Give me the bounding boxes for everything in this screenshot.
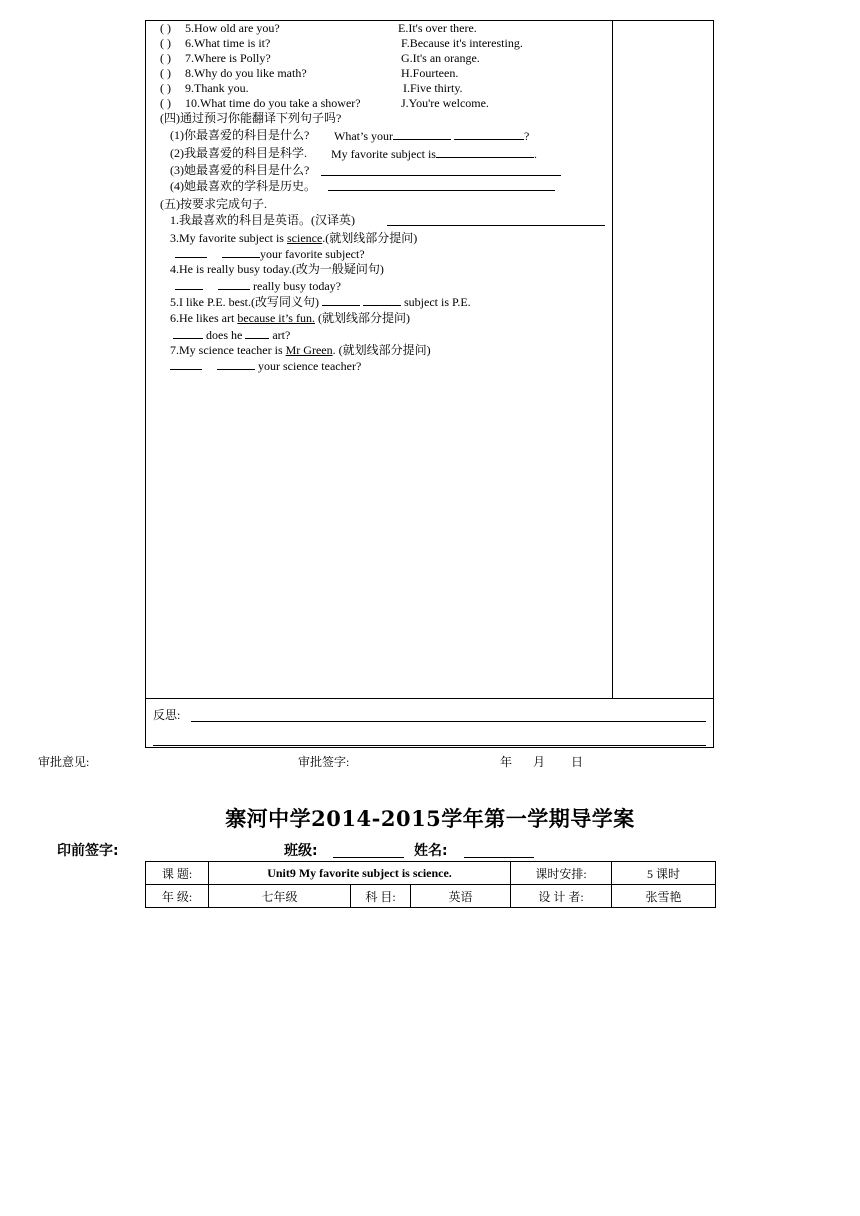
section5-heading: (五)按要求完成句子.	[160, 197, 267, 211]
approval-year: 年	[500, 755, 513, 769]
period-label: 课时安排:	[511, 862, 612, 885]
answer-blank[interactable]	[363, 294, 401, 306]
answer-blank[interactable]	[170, 358, 202, 370]
answer-blank[interactable]	[175, 246, 207, 258]
lesson-info-table	[145, 861, 716, 908]
answer-blank[interactable]	[173, 327, 203, 339]
column-divider	[612, 20, 613, 699]
class-label: 班级:	[284, 843, 318, 859]
sentence-3: 3.My favorite subject is science.(就划线部分提问)	[170, 231, 418, 245]
translate-q3-cn: (3)她最喜爱的科目是什么?	[170, 163, 310, 177]
match-question: 8.Why do you like math?	[185, 66, 307, 80]
match-answer: F.Because it's interesting.	[401, 36, 523, 50]
match-answer: I.Five thirty.	[403, 81, 463, 95]
match-question: 9.Thank you.	[185, 81, 249, 95]
reflection-line[interactable]	[191, 721, 706, 722]
approval-signature: 审批签字:	[298, 755, 350, 769]
match-answer: G.It's an orange.	[401, 51, 480, 65]
answer-blank[interactable]	[217, 358, 255, 370]
reflection-label: 反思:	[153, 708, 181, 722]
class-field[interactable]	[333, 857, 404, 858]
sentence-6-answer: does he art?	[173, 327, 290, 343]
match-answer: E.It's over there.	[398, 21, 477, 35]
reflection-line[interactable]	[153, 745, 706, 746]
sentence-3-answer: your favorite subject?	[175, 246, 365, 262]
approval-opinion: 审批意见:	[38, 755, 90, 769]
match-paren: ( )	[160, 36, 171, 50]
answer-line[interactable]	[321, 175, 561, 176]
translate-q2-cn: (2)我最喜爱的科目是科学.	[170, 146, 307, 160]
translate-q2-en: My favorite subject is .	[331, 147, 537, 161]
topic-label: 课 题:	[146, 862, 209, 885]
answer-blank[interactable]	[245, 327, 269, 339]
answer-blank[interactable]	[175, 278, 203, 290]
sentence-4-answer: really busy today?	[175, 278, 341, 294]
match-question: 10.What time do you take a shower?	[185, 96, 361, 110]
sentence-1: 1.我最喜欢的科目是英语。(汉译英)	[170, 213, 355, 227]
match-answer: J.You're welcome.	[401, 96, 489, 110]
match-answer: H.Fourteen.	[401, 66, 459, 80]
match-paren: ( )	[160, 21, 171, 35]
match-paren: ( )	[160, 66, 171, 80]
match-paren: ( )	[160, 96, 171, 110]
table-row	[146, 885, 716, 908]
translate-q1-cn: (1)你最喜爱的科目是什么?	[170, 128, 310, 142]
sentence-6: 6.He likes art because it’s fun. (就划线部分提问)	[170, 311, 410, 325]
grade-label: 年 级:	[146, 885, 209, 908]
answer-blank[interactable]	[322, 294, 360, 306]
approval-day: 日	[571, 755, 584, 769]
match-question: 6.What time is it?	[185, 36, 271, 50]
designer-label: 设 计 者:	[511, 885, 612, 908]
match-question: 7.Where is Polly?	[185, 51, 271, 65]
sentence-4: 4.He is really busy today.(改为一般疑问句)	[170, 262, 384, 276]
sentence-5: 5.I like P.E. best.(改写同义句) subject is P.E.	[170, 295, 471, 309]
sentence-7-answer: your science teacher?	[170, 358, 361, 374]
translate-q1-en: What’s your ?	[334, 129, 530, 143]
period-value: 5 课时	[612, 862, 716, 885]
table-row	[146, 862, 716, 885]
name-label: 姓名:	[414, 843, 448, 859]
answer-blank[interactable]	[393, 128, 451, 140]
grade-value: 七年级	[209, 885, 351, 908]
answer-blank[interactable]	[218, 278, 250, 290]
subject-value: 英语	[411, 885, 511, 908]
approval-month: 月	[533, 755, 546, 769]
topic-value: Unit9 My favorite subject is science.	[209, 862, 511, 885]
name-field[interactable]	[464, 857, 534, 858]
designer-value: 张雪艳	[612, 885, 716, 908]
answer-line[interactable]	[328, 190, 555, 191]
sentence-7: 7.My science teacher is Mr Green. (就划线部分提问)	[170, 343, 431, 357]
document-title: 寨河中学2014-2015学年第一学期导学案	[225, 806, 635, 831]
translate-q4-cn: (4)她最喜欢的学科是历史。	[170, 179, 316, 193]
section4-heading: (四)通过预习你能翻译下列句子吗?	[160, 111, 342, 125]
answer-blank[interactable]	[436, 146, 534, 158]
answer-blank[interactable]	[454, 128, 524, 140]
row-divider	[145, 698, 714, 699]
match-paren: ( )	[160, 51, 171, 65]
print-sign-label: 印前签字:	[57, 843, 119, 859]
match-question: 5.How old are you?	[185, 21, 280, 35]
answer-blank[interactable]	[222, 246, 260, 258]
answer-line[interactable]	[387, 225, 605, 226]
match-paren: ( )	[160, 81, 171, 95]
subject-label: 科 目:	[351, 885, 411, 908]
